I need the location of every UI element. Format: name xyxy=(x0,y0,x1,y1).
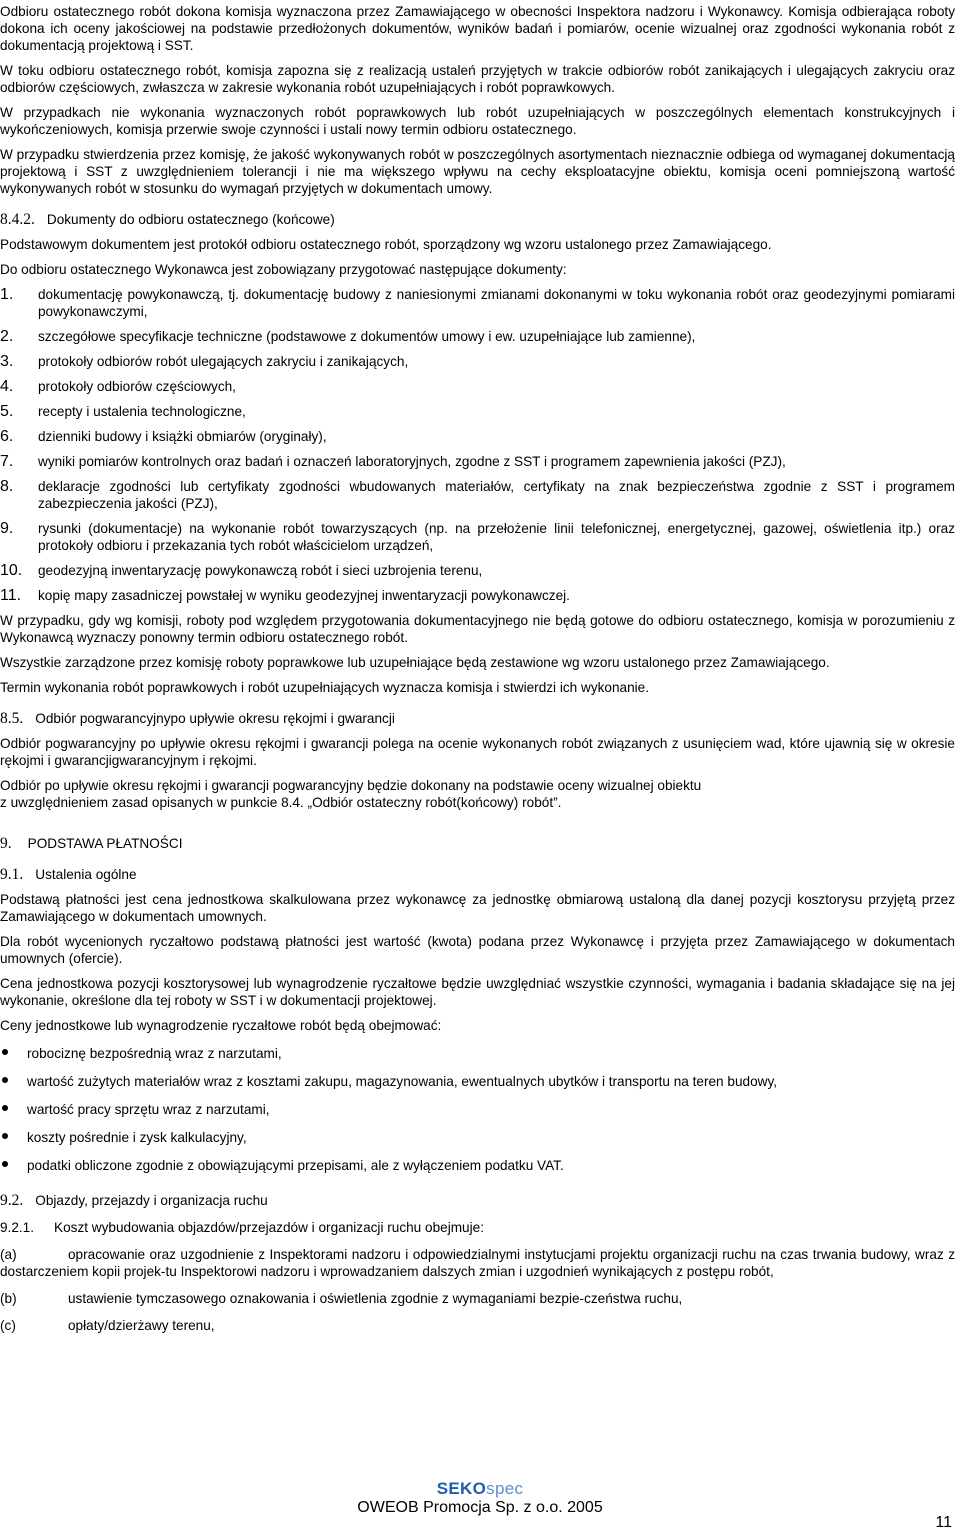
bullet-text: koszty pośrednie i zysk kalkulacyjny, xyxy=(27,1130,247,1145)
paragraph-after-1: W przypadku, gdy wg komisji, roboty pod względem przygotowania dokumentacyjnego nie będą gotowe do odbioru ostatecznego, komisja w porozumieniu z Wykonawcą wyznaczy ponowny termin odbioru ostatecznego robót. xyxy=(0,613,955,645)
bullet-item xyxy=(0,1129,955,1146)
paragraph-9-1-4: Ceny jednostkowe lub wynagrodzenie ryczałtowe robót będą obejmować: xyxy=(0,1018,442,1033)
page-footer xyxy=(0,1480,960,1516)
section-title: Objazdy, przejazdy i organizacja ruchu xyxy=(35,1193,268,1208)
section-heading-8-5 xyxy=(0,710,955,727)
list-item-text: kopię mapy zasadniczej powstałej w wyniku geodezyjnej inwentaryzacji powykonawczej. xyxy=(38,588,570,603)
list-item-number: 8. xyxy=(0,478,14,495)
section-heading-9 xyxy=(0,835,955,852)
paragraph-after-2: Wszystkie zarządzone przez komisję roboty poprawkowe lub uzupełniające będą zestawione wg wzoru ustalonego przez Zamawiającego. xyxy=(0,655,830,670)
detour-item-text: opłaty/dzierżawy terenu, xyxy=(68,1318,215,1333)
list-item-number: 5. xyxy=(0,403,14,420)
section-heading-8-4-2 xyxy=(0,211,955,228)
list-item xyxy=(0,453,955,470)
list-item-number: 6. xyxy=(0,428,14,445)
list-item-text: rysunki (dokumentacje) na wykonanie robót towarzyszących (np. na przełożenie linii telefonicznej, energetycznej, gazowej, oświetlenia itp.) oraz protokoły odbioru i przekazania tych robót właścicielom urządzeń, xyxy=(38,521,955,553)
bullet-text: robociznę bezpośrednią wraz z narzutami, xyxy=(27,1046,282,1061)
list-item-number: 2. xyxy=(0,328,14,345)
list-item-text: geodezyjną inwentaryzację powykonawczą robót i sieci uzbrojenia terenu, xyxy=(38,563,483,578)
list-item xyxy=(0,587,955,604)
bullet-text: wartość zużytych materiałów wraz z kosztami zakupu, magazynowania, ewentualnych ubytków i transportu na teren budowy, xyxy=(27,1074,778,1089)
paragraph-8-5-2 xyxy=(0,777,955,811)
section-heading-9-2-1 xyxy=(0,1219,955,1236)
bullet-text: podatki obliczone zgodnie z obowiązującymi przepisami, ale z wyłączeniem podatku VAT. xyxy=(27,1158,564,1173)
logo-part-1: SEKO xyxy=(436,1479,487,1498)
section-number: 9.2. xyxy=(0,1192,24,1209)
paragraph-intro-4: W przypadku stwierdzenia przez komisję, że jakość wykonywanych robót w poszczególnych asortymentach nieznacznie odbiega od wymaganej dokumentacją projektową i SST z uwzględnieniem tolerancji i nie ma większego wpływu na cechy eksploatacyjne obiektu, komisja oceni pomniejszoną wartość wykonywanych robót w stosunku do wymagań przyjętych w dokumentach umowy. xyxy=(0,147,955,196)
section-title: Ustalenia ogólne xyxy=(35,867,137,882)
paragraph-after-3: Termin wykonania robót poprawkowych i robót uzupełniających wyznacza komisja i stwierdzi ich wykonanie. xyxy=(0,680,650,695)
list-item-text: dzienniki budowy i książki obmiarów (oryginały), xyxy=(38,429,327,444)
paragraph-9-1-2: Dla robót wycenionych ryczałtowo podstawą płatności jest wartość (kwota) podana przez Wykonawcę i przyjęta przez Zamawiającego w dokumentach umownych (ofercie). xyxy=(0,934,955,966)
list-item-text: protokoły odbiorów robót ulegających zakryciu i zanikających, xyxy=(38,354,409,369)
list-item-number: 4. xyxy=(0,378,14,395)
list-item-number: 7. xyxy=(0,453,14,470)
sekospec-logo xyxy=(0,1480,960,1497)
bullet-item xyxy=(0,1045,955,1062)
section-title: PODSTAWA PŁATNOŚCI xyxy=(27,836,183,851)
list-item-number: 9. xyxy=(0,520,14,537)
detour-item-c xyxy=(0,1317,955,1334)
list-item-text: dokumentację powykonawczą, tj. dokumentację budowy z naniesionymi zmianami dokonanymi w toku wykonania robót oraz geodezyjnymi pomiarami powykonawczymi, xyxy=(38,287,955,319)
documents-list xyxy=(0,286,955,604)
section-number: 9.2.1. xyxy=(0,1220,35,1235)
list-item-number: 10. xyxy=(0,562,23,579)
list-item xyxy=(0,353,955,370)
section-title: Dokumenty do odbioru ostatecznego (końcowe) xyxy=(46,212,335,227)
detour-item-label: (c) xyxy=(0,1318,16,1333)
list-item xyxy=(0,403,955,420)
detour-item-text: ustawienie tymczasowego oznakowania i oświetlenia zgodnie z wymaganiami bezpie-czeństwa ruchu, xyxy=(68,1291,683,1306)
list-item-text: wyniki pomiarów kontrolnych oraz badań i oznaczeń laboratoryjnych, zgodne z SST i programem zapewnienia jakości (PZJ), xyxy=(38,454,786,469)
detour-item-b xyxy=(0,1290,955,1307)
bullet-item xyxy=(0,1157,955,1174)
logo-part-2: spec xyxy=(486,1479,524,1498)
section-number: 9.1. xyxy=(0,866,24,883)
paragraph-basic-document: Podstawowym dokumentem jest protokół odbioru ostatecznego robót, sporządzony wg wzoru ustalonego przez Zamawiającego. xyxy=(0,237,772,252)
list-item xyxy=(0,378,955,395)
detour-item-label: (b) xyxy=(0,1291,17,1306)
bullet-item xyxy=(0,1073,955,1090)
detour-item-text: opracowanie oraz uzgodnienie z Inspektorami nadzoru i odpowiedzialnymi instytucjami projektu organizacji ruchu na czas trwania budowy, wraz z dostarczeniem kopii projek-tu Inspektorowi nadzoru i wprowadzaniem dalszych zmian i uzgodnień wynikających z postępu robót, xyxy=(0,1247,955,1279)
price-components-list xyxy=(0,1045,955,1174)
section-number: 8.4.2. xyxy=(0,211,35,228)
detour-item-a xyxy=(0,1246,955,1280)
paragraph-documents-intro: Do odbioru ostatecznego Wykonawca jest zobowiązany przygotować następujące dokumenty: xyxy=(0,262,567,277)
paragraph-8-5-1: Odbiór pogwarancyjny po upływie okresu rękojmi i gwarancji polega na ocenie wykonanych robót związanych z usunięciem wad, które ujawnią się w okresie rękojmi i gwarancjigwarancyjnym i rękojmi. xyxy=(0,736,955,768)
bullet-text: wartość pracy sprzętu wraz z narzutami, xyxy=(27,1102,270,1117)
detour-item-label: (a) xyxy=(0,1247,17,1262)
paragraph-9-1-1: Podstawą płatności jest cena jednostkowa skalkulowana przez wykonawcę za jednostkę obmiarową ustaloną dla danej pozycji kosztorysu przyjętą przez Zamawiającego w dokumentach umownych. xyxy=(0,892,955,924)
list-item-text: deklaracje zgodności lub certyfikaty zgodności wbudowanych materiałów, certyfikaty na znak bezpieczeństwa zgodnie z SST i programem zabezpieczenia jakości (PZJ), xyxy=(38,479,955,511)
paragraph-8-5-2-line-2: z uwzględnieniem zasad opisanych w punkcie 8.4. „Odbiór ostateczny robót(końcowy) robót”. xyxy=(0,795,562,810)
paragraph-intro-3: W przypadkach nie wykonania wyznaczonych robót poprawkowych lub robót uzupełniających w poszczególnych elementach konstrukcyjnych i wykończeniowych, komisja przerwie swoje czynności i ustali nowy termin odbioru ostatecznego. xyxy=(0,105,955,137)
section-title: Koszt wybudowania objazdów/przejazdów i organizacji ruchu obejmuje: xyxy=(54,1220,484,1235)
list-item xyxy=(0,562,955,579)
page-number: 11 xyxy=(935,1514,952,1531)
list-item xyxy=(0,328,955,345)
list-item-number: 3. xyxy=(0,353,14,370)
list-item xyxy=(0,520,955,554)
document-page xyxy=(0,3,955,1334)
footer-company: OWEOB Promocja Sp. z o.o. 2005 xyxy=(357,1499,603,1516)
paragraph-intro-2: W toku odbioru ostatecznego robót, komisja zapozna się z realizacją ustaleń przyjętych w trakcie odbiorów robót zanikających i ulegających zakryciu oraz odbiorów częściowych, zwłaszcza w zakresie wykonania robót uzupełniających i robót poprawkowych. xyxy=(0,63,955,95)
bullet-item xyxy=(0,1101,955,1118)
section-heading-9-1 xyxy=(0,866,955,883)
paragraph-9-1-3: Cena jednostkowa pozycji kosztorysowej lub wynagrodzenie ryczałtowe będzie uwzględniać wszystkie czynności, wymagania i badania składające się na jej wykonanie, określone dla tej roboty w SST i w dokumentacji projektowej. xyxy=(0,976,955,1008)
section-heading-9-2 xyxy=(0,1192,955,1209)
section-title: Odbiór pogwarancyjnypo upływie okresu rękojmi i gwarancji xyxy=(35,711,395,726)
list-item xyxy=(0,286,955,320)
list-item-number: 1. xyxy=(0,286,14,303)
paragraph-intro-1: Odbioru ostatecznego robót dokona komisja wyznaczona przez Zamawiającego w obecności Inspektora nadzoru i Wykonawcy. Komisja odbierająca roboty dokona ich oceny jakościowej na podstawie przedłożonych dokumentów, wyników badań i pomiarów, ocenie wizualnej oraz zgodności wykonania robót z dokumentacją projektową i SST. xyxy=(0,4,955,53)
list-item-text: protokoły odbiorów częściowych, xyxy=(38,379,236,394)
section-number: 8.5. xyxy=(0,710,24,727)
list-item-text: szczegółowe specyfikacje techniczne (podstawowe z dokumentów umowy i ew. uzupełniające lub zamienne), xyxy=(38,329,696,344)
list-item-number: 11. xyxy=(0,587,22,604)
paragraph-8-5-2-line-1: Odbiór po upływie okresu rękojmi i gwarancji pogwarancyjny będzie dokonany na podstawie oceny wizualnej obiektu xyxy=(0,778,702,793)
list-item xyxy=(0,478,955,512)
list-item xyxy=(0,428,955,445)
list-item-text: recepty i ustalenia technologiczne, xyxy=(38,404,246,419)
section-number: 9. xyxy=(0,835,12,852)
